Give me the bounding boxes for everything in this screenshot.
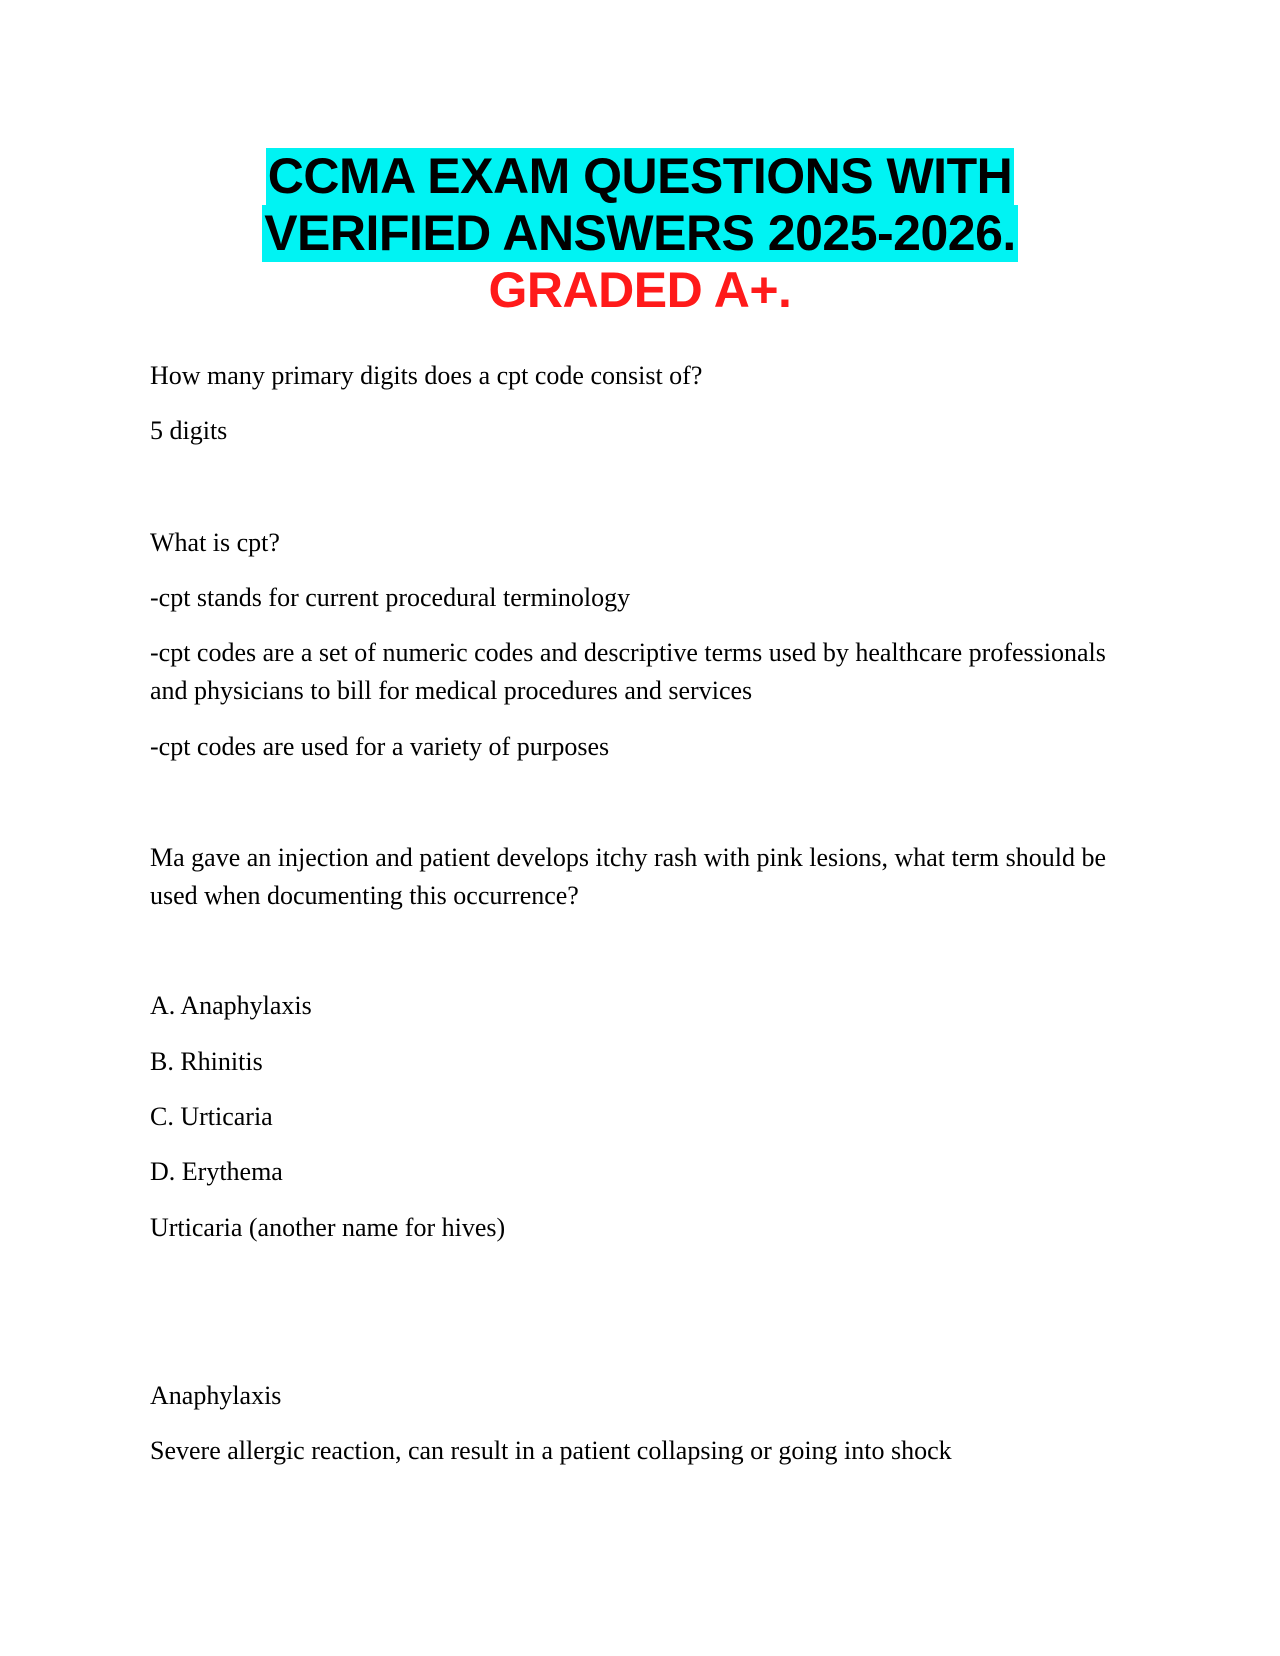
option-d: D. Erythema [150, 1157, 283, 1186]
answer-1: 5 digits [150, 416, 228, 445]
title-line-2: VERIFIED ANSWERS 2025-2026. [264, 205, 1016, 261]
document-title [0, 148, 1280, 319]
term-definition: Severe allergic reaction, can result in a patient collapsing or going into shock [150, 1436, 952, 1465]
option-c: C. Urticaria [150, 1102, 273, 1131]
option-a: A. Anaphylaxis [150, 991, 312, 1020]
title-line-1: CCMA EXAM QUESTIONS WITH [267, 148, 1013, 204]
option-b: B. Rhinitis [150, 1047, 263, 1076]
question-1: How many primary digits does a cpt code consist of? [150, 361, 703, 390]
question-2: What is cpt? [150, 528, 280, 557]
answer-2-line-2: -cpt codes are a set of numeric codes and descriptive terms used by healthcare professionals and physicians to bill for medical procedures and services [150, 638, 1106, 705]
answer-3: Urticaria (another name for hives) [150, 1213, 506, 1242]
answer-2-line-1: -cpt stands for current procedural terminology [150, 583, 631, 612]
term-heading: Anaphylaxis [150, 1381, 282, 1410]
graded-label: GRADED A+. [488, 262, 792, 318]
question-3: Ma gave an injection and patient develops itchy rash with pink lesions, what term should be used when documenting this occurrence? [150, 843, 1107, 910]
answer-2-line-3: -cpt codes are used for a variety of purposes [150, 732, 610, 761]
